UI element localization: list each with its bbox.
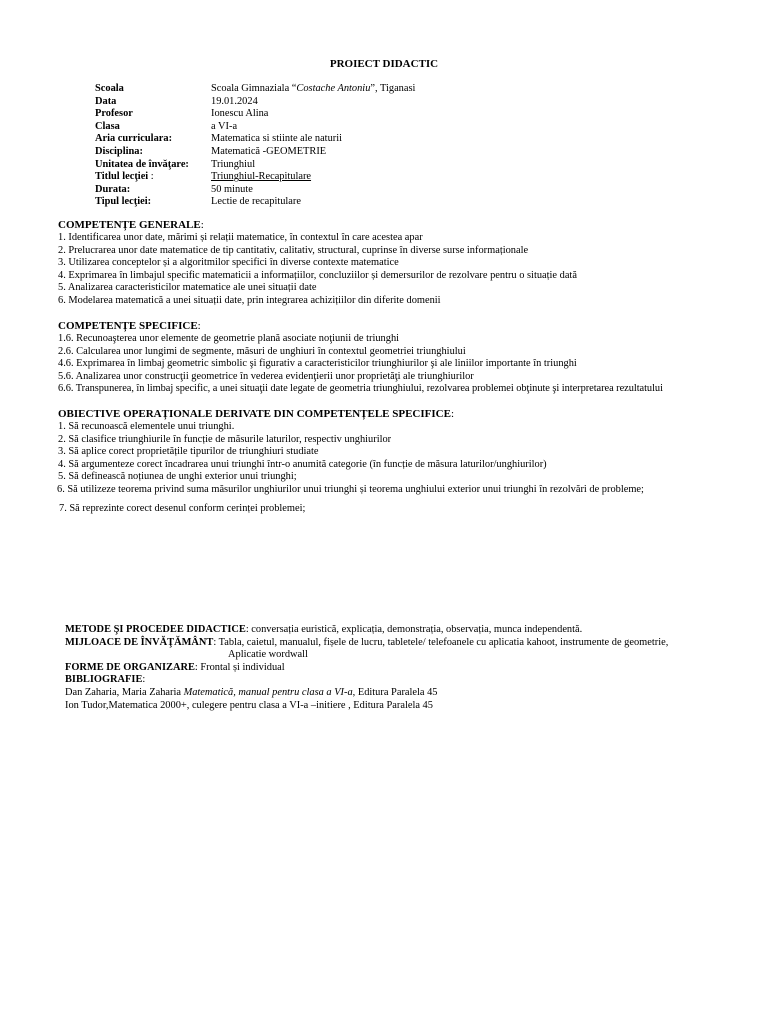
methods-section [65, 624, 668, 712]
list-item: 4.6. Exprimarea în limbaj geometric simbolic şi figurativ a caracteristicilor triunghiurilor şi ale liniilor importante în triunghi [58, 358, 577, 370]
list-item: 5. Analizarea caracteristicilor matematice ale unei situații date [58, 282, 317, 294]
info-row-clasa [95, 121, 415, 134]
info-row-titlul [95, 171, 415, 184]
info-value: Lectie de recapitulare [211, 196, 301, 208]
competente-specifice-section [58, 320, 663, 396]
list-item: 7. Să reprezinte corect desenul conform cerinței problemei; [59, 503, 306, 514]
info-value: 19.01.2024 [211, 95, 258, 107]
list-item: 4. Să argumenteze corect încadrarea unui triunghi într-o anumită categorie (în funcție de măsura laturilor/unghiurilor) [58, 458, 547, 470]
bibliografie-item: Dan Zaharia, Maria Zaharia Matematică, manual pentru clasa a VI-a, Editura Paralela 45 [65, 686, 438, 698]
info-value: 50 minute [211, 183, 253, 195]
section-heading: COMPETENȚE SPECIFICE: [58, 320, 201, 332]
info-value: Matematică -GEOMETRIE [211, 145, 327, 157]
bibliografie-item: Ion Tudor,Matematica 2000+, culegere pentru clasa a VI-a –initiere , Editura Paralela 45 [65, 699, 433, 711]
bibliografie-heading: BIBLIOGRAFIE: [65, 674, 146, 686]
info-label: Profesor [95, 108, 133, 120]
list-item: 1. Să recunoască elementele unui triunghi. [58, 421, 235, 432]
info-label: Scoala [95, 83, 124, 94]
forme-line: FORME DE ORGANIZARE: Frontal și individual [65, 661, 285, 673]
list-item: 6.6. Transpunerea, în limbaj specific, a unei situaţii date legate de geometria triunghiului, rezolvarea problemei obţinute şi interpretarea rezultatului [58, 383, 663, 395]
section-heading: OBIECTIVE OPERAȚIONALE DERIVATE DIN COMPETENȚELE SPECIFICE: [58, 408, 454, 420]
info-table [95, 83, 415, 209]
list-item: 2.6. Calcularea unor lungimi de segmente, măsuri de unghiuri în contextul geometriei triunghiului [58, 345, 466, 357]
info-label: Data [95, 95, 117, 107]
obiective-section [58, 408, 644, 497]
info-label: Titlul lecţiei : [95, 171, 154, 183]
info-value: Triunghiul-Recapitulare [211, 171, 312, 183]
info-value: Scoala Gimnaziala “Costache Antoniu”, Tiganasi [211, 83, 416, 94]
list-item: 3. Utilizarea conceptelor și a algoritmilor specifici în diverse contexte matematice [58, 257, 399, 269]
section-heading: COMPETENȚE GENERALE: [58, 219, 204, 231]
info-value: a VI-a [211, 120, 238, 132]
info-value: Ionescu Alina [211, 108, 269, 120]
list-item: 4. Exprimarea în limbajul specific matematicii a informațiilor, concluziilor și demersurilor de rezolvare pentru o situație dată [58, 269, 577, 281]
info-row-profesor [95, 108, 415, 121]
info-label: Aria curriculara: [95, 133, 173, 145]
list-item: 6. Să utilizeze teorema privind suma măsurilor unghiurilor unui triunghi și teorema unghiului exterior unui triunghi în rezolvări de probleme; [57, 483, 644, 495]
list-item: 3. Să aplice corect proprietățile tipurilor de triunghiuri studiate [58, 446, 319, 458]
info-row-unitatea [95, 159, 415, 172]
info-value: Matematica si stiinte ale naturii [211, 133, 342, 145]
list-item: 1.6. Recunoaşterea unor elemente de geometrie plană asociate noţiunii de triunghi [58, 333, 400, 344]
info-row-disciplina [95, 146, 415, 159]
mijloace-line: MIJLOACE DE ÎNVĂŢĂMÂNT: Tabla, caietul, manualul, fișele de lucru, tabletele/ telefoanele cu aplicatia kahoot, instrumente de geometrie, [65, 636, 669, 648]
list-item: 2. Să clasifice triunghiurile în funcție de măsurile laturilor, respectiv unghiurilor [58, 433, 392, 445]
list-item: 2. Prelucrarea unor date matematice de tip cantitativ, calitativ, structural, cuprinse în diverse surse informaționale [58, 244, 529, 256]
mijloace-line-cont: Aplicatie wordwall [228, 649, 308, 661]
list-item: 6. Modelarea matematică a unei situații date, prin integrarea achizițiilor din diferite domenii [58, 294, 441, 306]
competente-generale-section [58, 219, 577, 308]
document-title: PROIECT DIDACTIC [329, 58, 439, 70]
info-row-data [95, 96, 415, 109]
list-item: 1. Identificarea unor date, mărimi și relații matematice, în contextul în care acestea apar [58, 232, 423, 243]
info-row-tipul [95, 196, 415, 209]
metode-line: METODE ŞI PROCEDEE DIDACTICE: conversația euristică, explicația, demonstrația, observația, munca independentă. [65, 624, 583, 635]
info-value: Triunghiul [211, 158, 256, 170]
list-item: 5.6. Analizarea unor construcţii geometrice în vederea evidenţierii unor proprietăţi ale triunghiurilor [58, 370, 474, 382]
info-row-scoala [95, 83, 415, 96]
info-row-aria [95, 133, 415, 146]
info-label: Disciplina: [95, 145, 143, 157]
list-item: 5. Să definească noțiunea de unghi exterior unui triunghi; [58, 471, 297, 483]
info-row-durata [95, 184, 415, 197]
info-label: Unitatea de învăţare: [95, 158, 189, 170]
info-label: Tipul lecţiei: [95, 196, 152, 208]
info-label: Clasa [95, 120, 120, 132]
info-label: Durata: [95, 183, 131, 195]
